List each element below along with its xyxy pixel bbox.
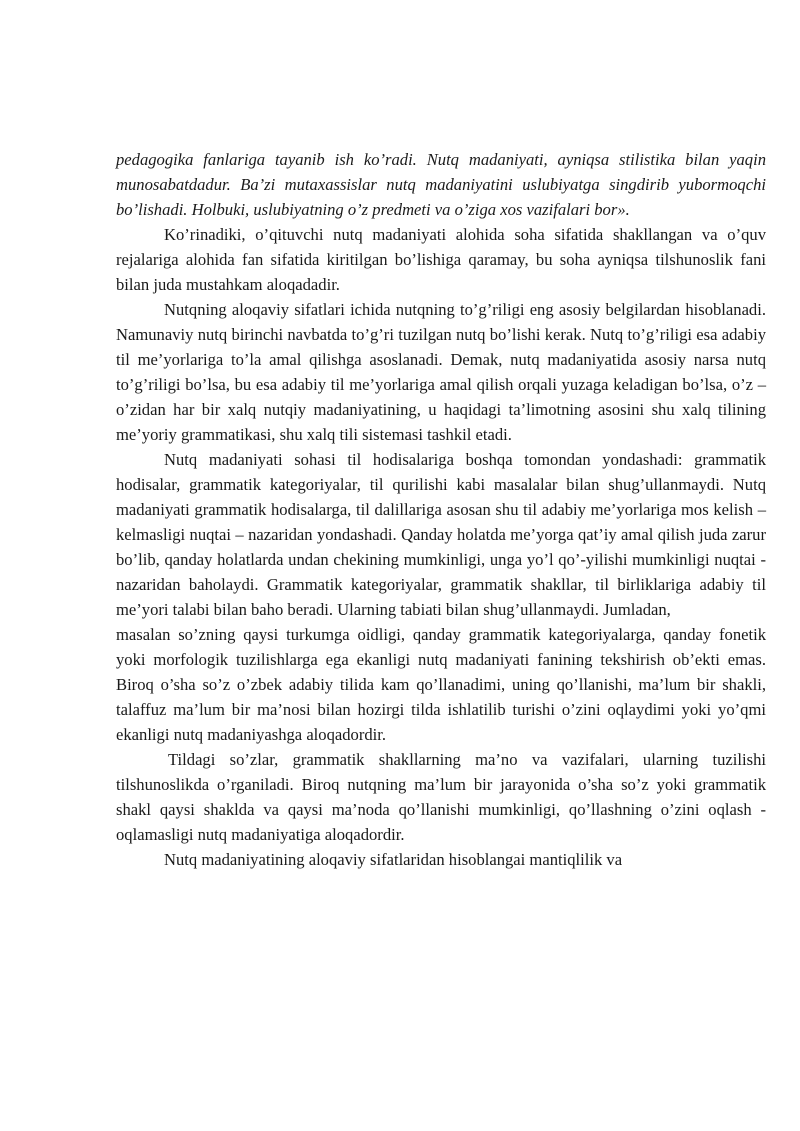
paragraph-quote-ending: pedagogika fanlariga tayanib ish ko’radi. Nutq madaniyati, ayniqsa stilistika bilan yaqin munosabatdadur. Ba’zi mutaxassislar nutq madaniyatini uslubiyatga singdirib yubormoqchi bo’lishadi. Holbuki, uslubiyatning o’z predmeti va o’ziga xos vazifalari bor». — [116, 150, 766, 219]
paragraph-speech-correctness: Nutqning aloqaviy sifatlari ichida nutqning to’g’riligi eng asosiy belgilardan hisoblanadi. Namunaviy nutq birinchi navbatda to’g’ri tuzilgan nutq bo’lishi kerak. Nutq to’g’riligi esa adabiy til me’yorlariga to’la amal qilishga asoslanadi. Demak, nutq madaniyatida asosiy narsa nutq to’g’riligi bo’lsa, bu esa adabiy til me’yorlariga amal qilish orqali yuzaga keladigan bo’lsa, o’z – o’zidan har bir xalq nutqiy madaniyatining, u haqidagi ta’limotning asosini shu xalq tilining me’yoriy grammatikasi, shu xalq tili sistemasi tashkil etadi. — [116, 300, 766, 444]
paragraph-speech-culture-approach: Nutq madaniyati sohasi til hodisalariga boshqa tomondan yondashadi: grammatik hodisalar, grammatik kategoriyalar, til qurilishi kabi masalalar bilan shug’ullanmaydi. Nutq madaniyati grammatik hodisalarga, til dalillariga asosan shu til adabiy me’yorlariga mos kelish – kelmasligi nuqtai – nazaridan yondashadi. Qanday holatda me’yorga qat’iy amal qilish juda zarur bo’lib, qanday holatlarda undan chekining mumkinligi, unga yo’l qo’-yilishi mumkinligi nuqtai - nazaridan baholaydi. Grammatik kategoriyalar, grammatik shakllar, til birliklariga adabiy til me’yori talabi bilan baho beradi. Ularning tabiati bilan shug’ullanmaydi. Jumladan, — [116, 450, 766, 619]
paragraph-word-example: masalan so’zning qaysi turkumga oidligi, qanday grammatik kategoriyalarga, qanday fonetik yoki morfologik tuzilishlarga ega ekanligi nutq madaniyati fanining tekshirish ob’ekti emas. Biroq o’sha so’z o’zbek adabiy tilida kam qo’llanadimi, uning qo’llanishi, ma’lum bir shakli, talaffuz ma’lum bir ma’nosi bilan hozirgi tilda ishlatilib turishi o’zini oqlaydimi yoki yo’qmi ekanligi nutq madaniyashga aloqadordir. — [116, 625, 766, 744]
paragraph-logical-quality: Nutq madaniyatining aloqaviy sifatlaridan hisoblangai mantiqlilik va — [164, 850, 623, 869]
paragraph-teacher-speech-culture: Ko’rinadiki, o’qituvchi nutq madaniyati alohida soha sifatida shakllangan va o’quv rejalariga alohida fan sifatida kiritilgan bo’lishiga qaramay, bu soha ayniqsa tilshunoslik fani bilan juda mustahkam aloqadadir. — [116, 225, 766, 294]
document-page — [116, 147, 766, 872]
paragraph-words-and-forms: Tildagi so’zlar, grammatik shakllarning ma’no va vazifalari, ularning tuzilishi tilshunoslikda o’rganiladi. Biroq nutqning ma’lum bir jarayonida o’sha so’z yoki grammatik shakl qaysi shaklda va qaysi ma’noda qo’llanishi mumkinligi, qo’llashning o’zini oqlash - oqlamasligi nutq madaniyatiga aloqadordir. — [116, 750, 766, 844]
